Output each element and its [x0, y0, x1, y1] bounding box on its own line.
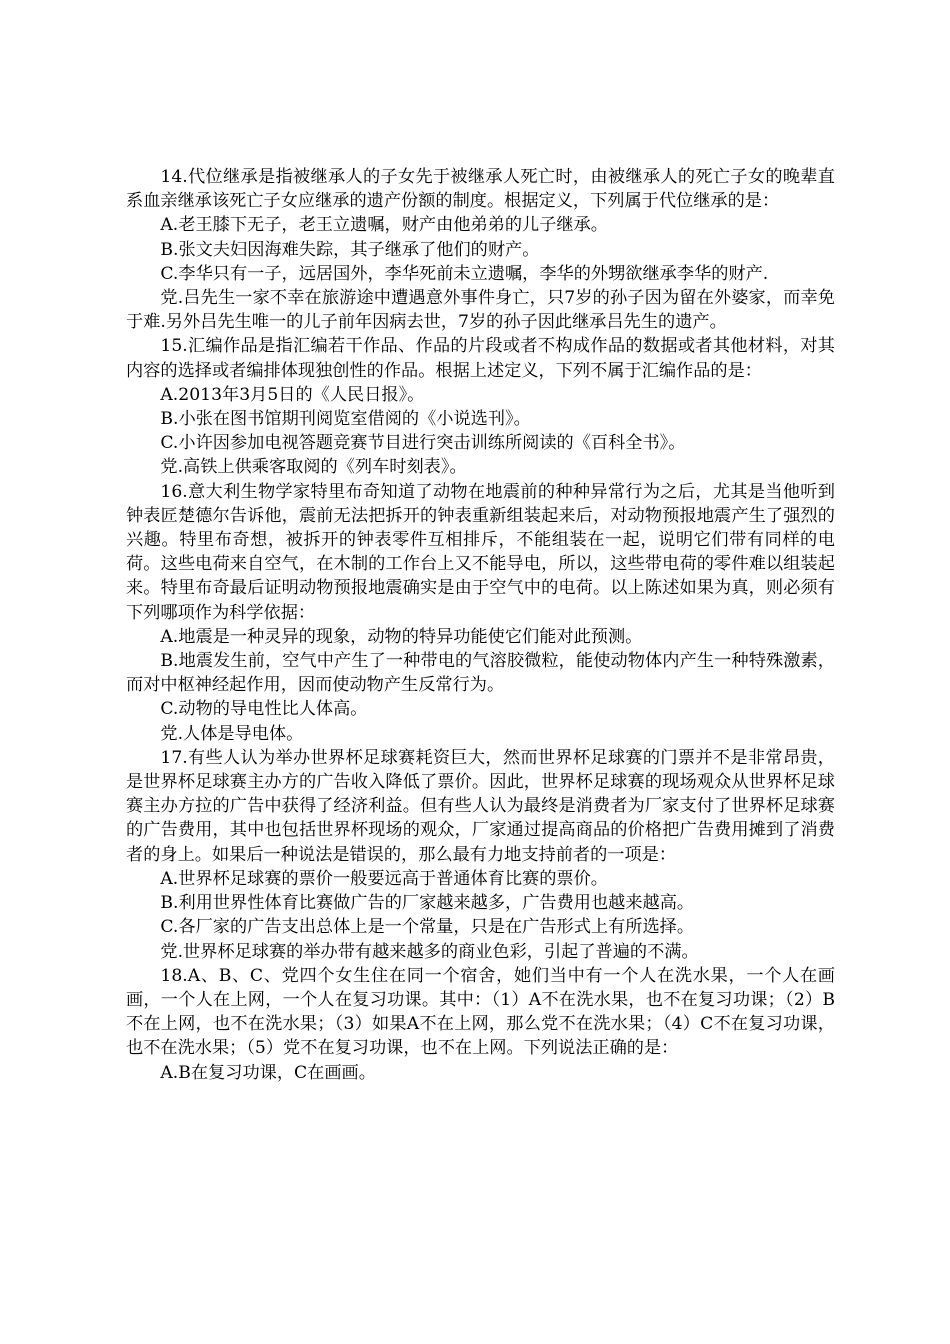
question-stem: 17.有些人认为举办世界杯足球赛耗资巨大，然而世界杯足球赛的门票并不是非常昂贵，是世界杯足球赛主办方的广告收入降低了票价。因此，世界杯足球赛的现场观众从世界杯足球赛主办方拉的广告中获得了经济利益。但有些人认为最终是消费者为厂家支付了世界杯足球赛的广告费用，其中也包括世界杯现场的观众，厂家通过提高商品的价格把广告费用摊到了消费者的身上。如果后一种说法是错误的，那么最有力地支持前者的一项是：	[126, 747, 835, 865]
option-b: B.地震发生前，空气中产生了一种带电的气溶胶微粒，能使动物体内产生一种特殊激素，而对中枢神经起作用，因而使动物产生反常行为。	[126, 651, 835, 696]
question-15	[126, 334, 835, 479]
option-b: B.小张在图书馆期刊阅览室借阅的《小说选刊》。	[160, 409, 531, 430]
option-b: B.张文夫妇因海难失踪，其子继承了他们的财产。	[160, 239, 540, 260]
question-stem: 18.A、B、C、党四个女生住在同一个宿舍，她们当中有一个人在洗水果，一个人在画画，一个人在上网，一个人在复习功课。其中：（1）A不在洗水果，也不在复习功课；（2）B不在上网，也不在洗水果；（3）如果A不在上网，那么党不在洗水果；（4）C不在复习功课，也不在洗水果；（5）党不在复习功课，也不在上网。下列说法正确的是：	[126, 965, 835, 1059]
option-c: C.动物的导电性比人体高。	[160, 699, 368, 720]
option-d: 党.人体是导电体。	[160, 723, 304, 744]
option-a: A.世界杯足球赛的票价一般要远高于普通体育比赛的票价。	[160, 868, 608, 889]
option-a: A.地震是一种灵异的现象，动物的特异功能使它们能对此预测。	[160, 626, 643, 647]
option-c: C.各厂家的广告支出总体上是一个常量，只是在广告形式上有所选择。	[160, 917, 695, 938]
option-d: 党.高铁上供乘客取阅的《列车时刻表》。	[160, 457, 467, 478]
question-18	[126, 964, 835, 1085]
option-b: B.利用世界性体育比赛做广告的厂家越来越多，广告费用也越来越高。	[160, 893, 695, 914]
question-17	[126, 746, 835, 964]
option-d: 党.世界杯足球赛的举办带有越来越多的商业色彩，引起了普遍的不满。	[160, 941, 699, 962]
question-stem: 16.意大利生物学家特里布奇知道了动物在地震前的种种异常行为之后，尤其是当他听到钟表匠楚德尔告诉他，震前无法把拆开的钟表重新组装起来后，对动物预报地震产生了强烈的兴趣。特里布奇想，被拆开的钟表零件互相排斥，不能组装在一起，说明它们带有同样的电荷。这些电荷来自空气，在木制的工作台上又不能导电，所以，这些带电荷的零件难以组装起来。特里布奇最后证明动物预报地震确实是由于空气中的电荷。以上陈述如果为真，则必须有下列哪项作为科学依据：	[126, 481, 835, 623]
question-14	[126, 165, 835, 334]
question-stem: 15.汇编作品是指汇编若干作品、作品的片段或者不构成作品的数据或者其他材料，对其内容的选择或者编排体现独创性的作品。根据上述定义，下列不属于汇编作品的是：	[126, 336, 835, 381]
document-page	[126, 165, 835, 1085]
option-a: A.B在复习功课，C在画画。	[160, 1062, 376, 1083]
option-c: C.李华只有一子，远居国外，李华死前未立遗嘱，李华的外甥欲继承李华的财产.	[160, 263, 769, 284]
question-16	[126, 480, 835, 746]
question-stem: 14.代位继承是指被继承人的子女先于被继承人死亡时，由被继承人的死亡子女的晚辈直系血亲继承该死亡子女应继承的遗产份额的制度。根据定义，下列属于代位继承的是：	[126, 167, 835, 212]
option-d: 党.吕先生一家不幸在旅游途中遭遇意外事件身亡，只7岁的孙子因为留在外婆家，而幸免于难.另外吕先生唯一的儿子前年因病去世，7岁的孙子因此继承吕先生的遗产。	[126, 288, 835, 333]
option-c: C.小许因参加电视答题竞赛节目进行突击训练所阅读的《百科全书》。	[160, 433, 686, 454]
option-a: A.2013年3月5日的《人民日报》。	[160, 384, 425, 405]
option-a: A.老王膝下无子，老王立遗嘱，财产由他弟弟的儿子继承。	[160, 215, 608, 236]
